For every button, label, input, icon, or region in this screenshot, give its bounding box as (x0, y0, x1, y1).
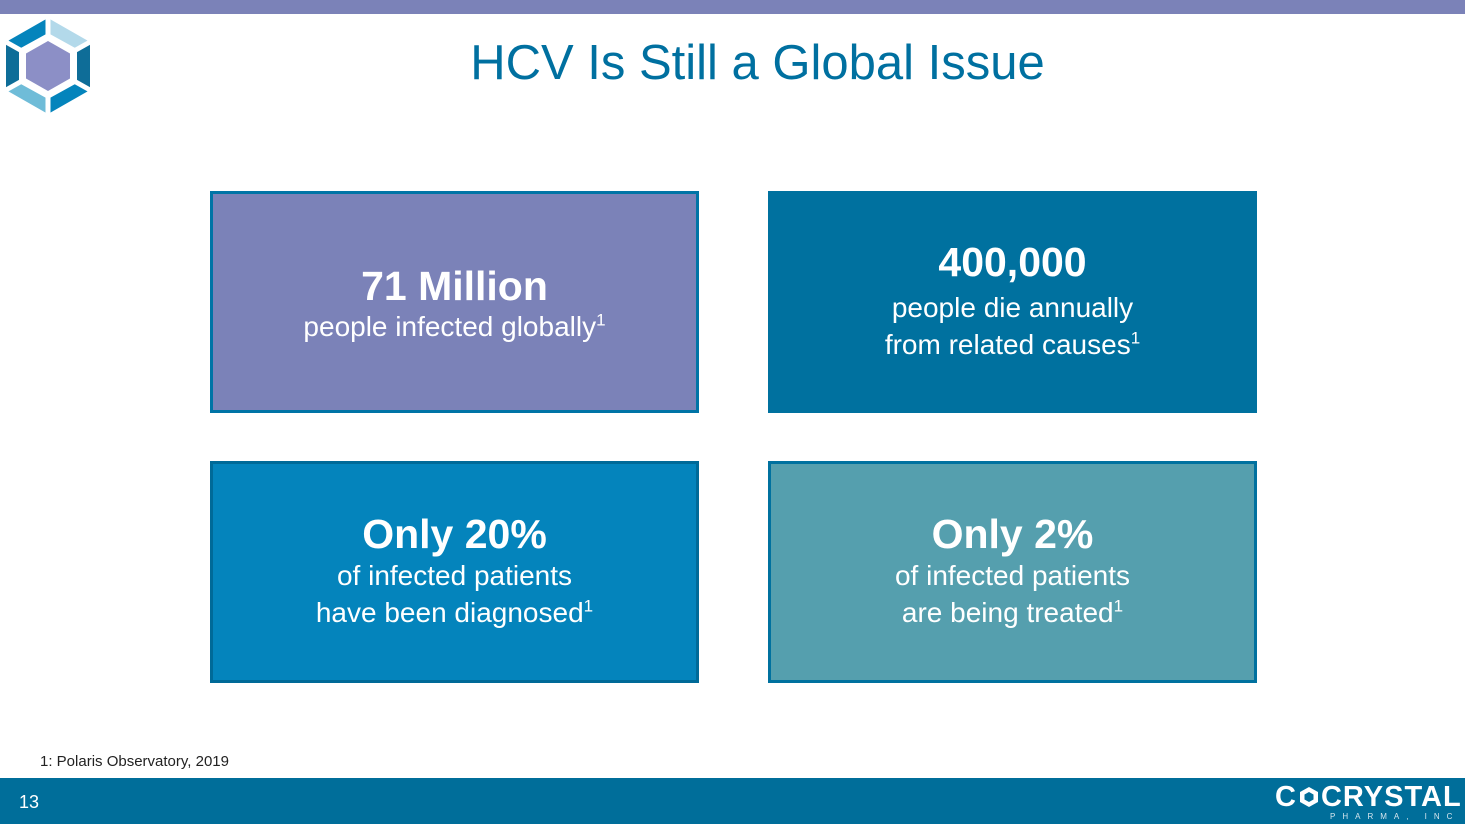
stat-line: people die annually (891, 292, 1134, 323)
stat-line: people infected globally$^1$ (303, 311, 606, 343)
stat-line: are being treated$^1$ (901, 596, 1124, 628)
hexagon-o-icon (1299, 786, 1319, 808)
stat-headline: Only 2% (931, 511, 1094, 558)
source-footnote: 1: Polaris Observatory, 2019 (40, 753, 229, 770)
footnote-ref: 1 (583, 596, 594, 616)
stat-line: of infected patients (336, 560, 573, 591)
brand-name: C CRYSTAL (1275, 781, 1462, 813)
footnote-ref: 1 (1130, 328, 1141, 348)
footnote-ref: 1 (1113, 596, 1124, 616)
footnote-ref: 1 (596, 311, 606, 331)
stat-line: from related causes$^1$ (884, 328, 1141, 360)
stat-headline: 400,000 (938, 239, 1087, 286)
stat-headline: 71 Million (361, 262, 548, 309)
stat-box-treated (768, 461, 1257, 683)
brand-subtitle: PHARMA, INC (1330, 812, 1460, 821)
footer-bar (0, 778, 1465, 824)
stat-headline: Only 20% (362, 511, 547, 558)
stat-line: have been diagnosed$^1$ (315, 596, 594, 628)
stat-line: of infected patients (894, 560, 1131, 591)
stat-box-infected (210, 191, 699, 413)
stat-box-deaths (768, 191, 1257, 413)
slide-title: HCV Is Still a Global Issue (470, 36, 1045, 90)
stat-box-diagnosed (210, 461, 699, 683)
top-accent-bar (0, 0, 1465, 14)
page-number: 13 (19, 792, 40, 812)
brand-logo (1272, 781, 1462, 823)
